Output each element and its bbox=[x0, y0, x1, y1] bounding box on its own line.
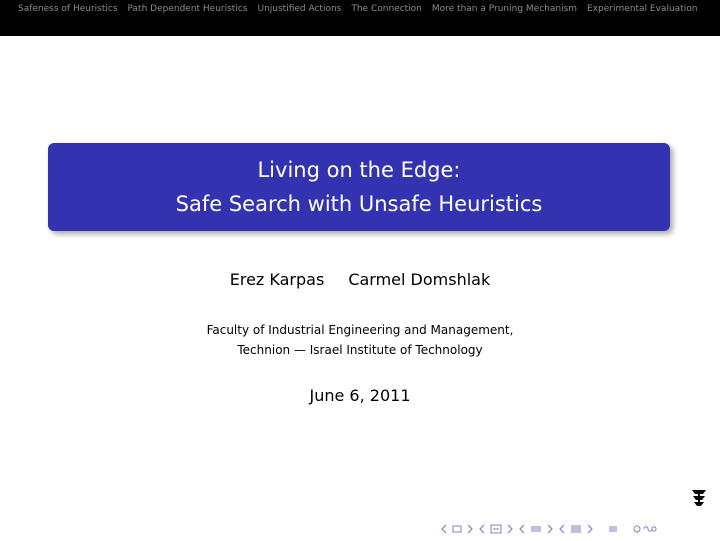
affiliation-line-1: Faculty of Industrial Engineering and Management, bbox=[206, 323, 514, 337]
top-navigation-bar bbox=[0, 0, 720, 36]
frame-box-icon[interactable] bbox=[452, 524, 462, 534]
nav-section-safeness[interactable]: Safeness of Heuristics bbox=[18, 4, 118, 14]
frame-right-icon[interactable] bbox=[466, 524, 474, 534]
nav-section-experimental[interactable]: Experimental Evaluation bbox=[587, 4, 698, 14]
section-nav bbox=[0, 0, 707, 18]
presentation-left-icon[interactable] bbox=[558, 524, 566, 534]
title-line-2: Safe Search with Unsafe Heuristics bbox=[175, 192, 543, 216]
presentation-right-icon[interactable] bbox=[586, 524, 594, 534]
frame-left-icon[interactable] bbox=[440, 524, 448, 534]
title-block bbox=[48, 143, 670, 231]
presentation-date: June 6, 2011 bbox=[309, 386, 411, 405]
nav-section-unjustified-actions[interactable]: Unjustified Actions bbox=[257, 4, 342, 14]
beamer-navigation bbox=[440, 522, 662, 536]
affiliation bbox=[0, 320, 720, 360]
title-line-1: Living on the Edge: bbox=[257, 158, 461, 182]
section-left-icon[interactable] bbox=[518, 524, 526, 534]
align-icon[interactable] bbox=[608, 524, 618, 534]
author-1: Erez Karpas bbox=[229, 270, 325, 289]
subsection-right-icon[interactable] bbox=[506, 524, 514, 534]
nav-section-pruning[interactable]: More than a Pruning Mechanism bbox=[431, 4, 578, 14]
section-box-icon[interactable] bbox=[530, 524, 542, 534]
affiliation-line-2: Technion — Israel Institute of Technology bbox=[237, 343, 483, 357]
section-right-icon[interactable] bbox=[546, 524, 554, 534]
presentation-box-icon[interactable] bbox=[570, 524, 582, 534]
author-2: Carmel Domshlak bbox=[348, 270, 491, 289]
subsection-left-icon[interactable] bbox=[478, 524, 486, 534]
nav-section-connection[interactable]: The Connection bbox=[351, 4, 422, 14]
authors bbox=[0, 270, 720, 289]
subsection-box-icon[interactable] bbox=[490, 524, 502, 534]
search-loop-icon[interactable] bbox=[632, 524, 662, 534]
nav-section-path-dependent[interactable]: Path Dependent Heuristics bbox=[127, 4, 248, 14]
technion-logo-icon bbox=[690, 488, 708, 508]
